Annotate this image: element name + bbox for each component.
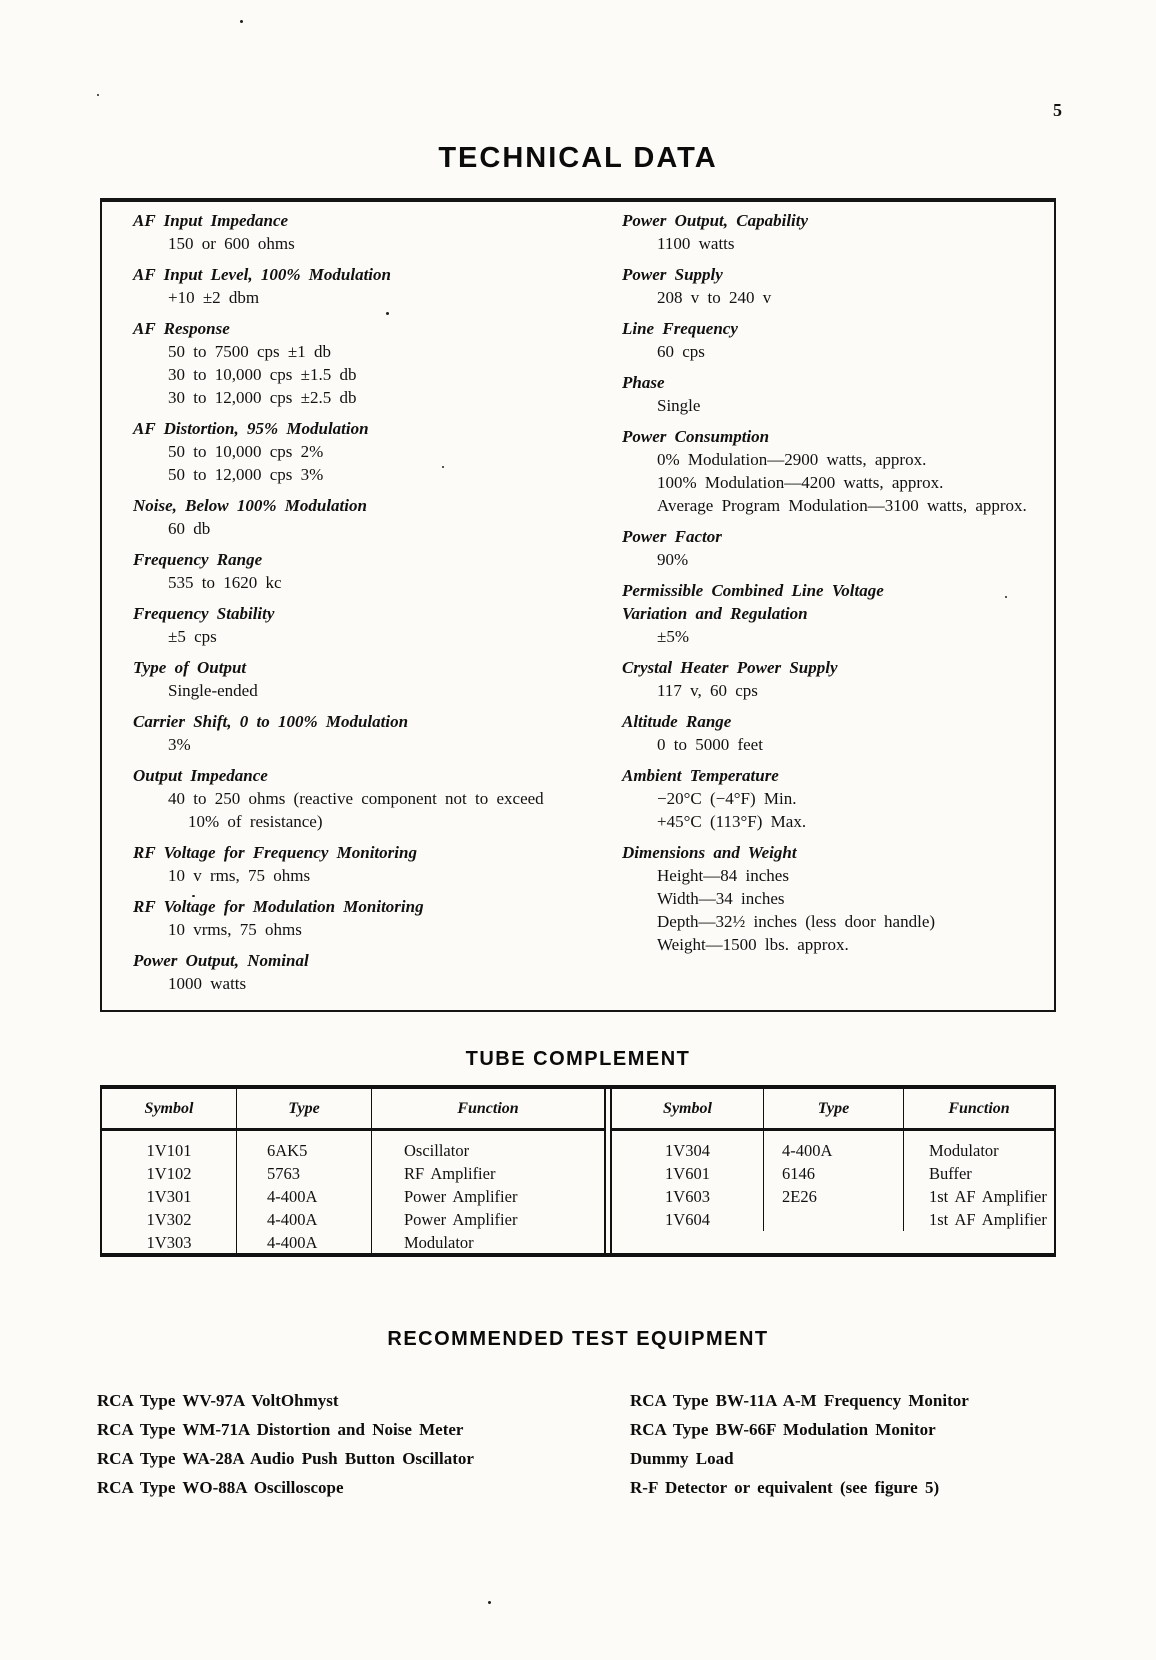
equipment-item: RCA Type WV-97A VoltOhmyst [97, 1391, 339, 1410]
equipment-item: R-F Detector or equivalent (see figure 5) [630, 1478, 940, 1497]
spec-item [133, 263, 602, 309]
spec-label: AF Response [133, 319, 230, 338]
table-spacer [237, 1131, 372, 1139]
spec-label: AF Distortion, 95% Modulation [133, 419, 369, 438]
spec-item [622, 841, 1054, 956]
scan-speck [386, 312, 389, 315]
spec-value: 50 to 10,000 cps 2% [168, 442, 324, 461]
spec-item [622, 764, 1054, 833]
spec-value: ±5 cps [168, 627, 217, 646]
spec-item [622, 263, 1054, 309]
spec-column-left [102, 202, 602, 1010]
spec-label: RF Voltage for Frequency Monitoring [133, 843, 417, 862]
spec-value: 10 vrms, 75 ohms [168, 920, 302, 939]
table-cell: 1V601 [612, 1162, 764, 1185]
column-header: Type [764, 1089, 904, 1131]
spec-item [133, 710, 602, 756]
table-cell: 1st AF Amplifier [929, 1187, 1047, 1206]
spec-item [622, 656, 1054, 702]
spec-value: 535 to 1620 kc [168, 573, 282, 592]
spec-label: Line Frequency [622, 319, 738, 338]
spec-item [133, 841, 602, 887]
scan-speck [192, 895, 195, 897]
spec-item [622, 425, 1054, 517]
equipment-item: RCA Type WA-28A Audio Push Button Oscillator [97, 1449, 474, 1468]
scan-speck [97, 94, 99, 96]
spec-item [622, 710, 1054, 756]
spec-label: Frequency Stability [133, 604, 275, 623]
spec-value: 90% [657, 550, 689, 569]
spec-value: 1000 watts [168, 974, 247, 993]
spec-item [133, 656, 602, 702]
equipment-item: RCA Type BW-11A A-M Frequency Monitor [630, 1391, 969, 1410]
tube-complement-table [100, 1085, 1056, 1257]
spec-value: 60 db [168, 519, 211, 538]
table-cell: 1V604 [612, 1208, 764, 1231]
scan-speck [240, 20, 243, 23]
spec-label: Power Output, Nominal [133, 951, 309, 970]
spec-label: Altitude Range [622, 712, 732, 731]
spec-label: Phase [622, 373, 665, 392]
tube-complement-heading: TUBE COMPLEMENT [465, 1048, 691, 1070]
table-cell: 6AK5 [237, 1139, 372, 1162]
spec-value: 0% Modulation—2900 watts, approx. [657, 450, 927, 469]
column-header: Function [372, 1089, 604, 1131]
table-cell: 4-400A [237, 1208, 372, 1231]
table-cell: 1V302 [102, 1208, 237, 1231]
spec-value: Depth—32½ inches (less door handle) [657, 912, 936, 931]
spec-value: ±5% [657, 627, 689, 646]
table-spacer [102, 1131, 237, 1139]
spec-item [133, 949, 602, 995]
spec-label: Noise, Below 100% Modulation [133, 496, 367, 515]
spec-label: Crystal Heater Power Supply [622, 658, 838, 677]
spec-value: 100% Modulation—4200 watts, approx. [657, 473, 944, 492]
table-spacer [372, 1131, 604, 1139]
table-cell: 5763 [237, 1162, 372, 1185]
table-cell: Modulator [404, 1233, 474, 1252]
spec-label: AF Input Impedance [133, 211, 289, 230]
table-cell: 1V301 [102, 1185, 237, 1208]
spec-value: Average Program Modulation—3100 watts, approx. [657, 496, 1027, 515]
spec-label: RF Voltage for Modulation Monitoring [133, 897, 424, 916]
spec-item [133, 317, 602, 409]
spec-label: Power Supply [622, 265, 723, 284]
equipment-item: RCA Type WO-88A Oscilloscope [97, 1478, 344, 1497]
scan-speck [442, 466, 444, 468]
spec-item [133, 602, 602, 648]
equipment-column-left [97, 1386, 630, 1502]
equipment-item: RCA Type BW-66F Modulation Monitor [630, 1420, 936, 1439]
spec-value: 30 to 12,000 cps ±2.5 db [168, 388, 357, 407]
scan-speck [488, 1601, 491, 1604]
page-number: 5 [1053, 100, 1062, 120]
spec-label: Carrier Shift, 0 to 100% Modulation [133, 712, 409, 731]
spec-item [133, 494, 602, 540]
table-cell: 1st AF Amplifier [929, 1210, 1047, 1229]
column-header: Type [237, 1089, 372, 1131]
spec-value: 0 to 5000 feet [657, 735, 763, 754]
spec-label: Output Impedance [133, 766, 268, 785]
spec-value: −20°C (−4°F) Min. [657, 789, 797, 808]
table-spacer [764, 1131, 904, 1139]
page-title: TECHNICAL DATA [438, 142, 718, 174]
spec-label: Ambient Temperature [622, 766, 779, 785]
spec-item [133, 417, 602, 486]
equipment-item: Dummy Load [630, 1449, 734, 1468]
spec-item [622, 371, 1054, 417]
spec-value: +45°C (113°F) Max. [657, 812, 807, 831]
spec-item [622, 317, 1054, 363]
spec-item [133, 209, 602, 255]
spec-item [133, 764, 602, 833]
spec-value: +10 ±2 dbm [168, 288, 260, 307]
column-header: Function [904, 1089, 1054, 1131]
spec-label: Power Output, Capability [622, 211, 809, 230]
spec-label: Type of Output [133, 658, 247, 677]
spec-value: Height—84 inches [657, 866, 789, 885]
table-cell: 4-400A [237, 1231, 372, 1254]
table-cell: Buffer [929, 1164, 972, 1183]
table-cell: Power Amplifier [404, 1210, 518, 1229]
spec-label: Frequency Range [133, 550, 263, 569]
spec-label: Power Factor [622, 527, 722, 546]
spec-value: 150 or 600 ohms [168, 234, 295, 253]
equipment-item: RCA Type WM-71A Distortion and Noise Meter [97, 1420, 464, 1439]
table-cell: 1V102 [102, 1162, 237, 1185]
test-equipment-list [97, 1386, 1063, 1502]
spec-value: 10 v rms, 75 ohms [168, 866, 311, 885]
spec-value: 208 v to 240 v [657, 288, 772, 307]
table-cell: Oscillator [404, 1141, 470, 1160]
spec-value: Single-ended [168, 681, 258, 700]
spec-value: Width—34 inches [657, 889, 785, 908]
table-cell: Modulator [929, 1141, 999, 1160]
equipment-column-right [630, 1386, 1063, 1502]
column-header: Symbol [102, 1089, 237, 1131]
spec-label: Power Consumption [622, 427, 770, 446]
spec-item [133, 895, 602, 941]
spec-value: Weight—1500 lbs. approx. [657, 935, 849, 954]
spec-value: 3% [168, 735, 191, 754]
spec-label: Permissible Combined Line Voltage Variation and Regulation [622, 581, 884, 623]
tube-table-right-half [610, 1089, 1056, 1253]
table-cell [764, 1208, 904, 1231]
spec-item [622, 525, 1054, 571]
spec-value: 1100 watts [657, 234, 735, 253]
spec-value: 60 cps [657, 342, 705, 361]
spec-value: 30 to 10,000 cps ±1.5 db [168, 365, 357, 384]
technical-data-box [100, 198, 1056, 1012]
table-cell: 4-400A [764, 1139, 904, 1162]
spec-column-right [602, 202, 1054, 1010]
spec-item [133, 548, 602, 594]
spec-item [622, 579, 1054, 648]
spec-value: 50 to 7500 cps ±1 db [168, 342, 331, 361]
table-spacer [904, 1131, 1054, 1139]
table-cell: RF Amplifier [404, 1164, 496, 1183]
spec-value: 10% of resistance) [188, 812, 323, 831]
test-equipment-heading: RECOMMENDED TEST EQUIPMENT [387, 1328, 769, 1350]
scan-speck [1005, 596, 1007, 598]
tube-table-left-half [100, 1089, 606, 1253]
column-header: Symbol [612, 1089, 764, 1131]
table-cell: 1V101 [102, 1139, 237, 1162]
table-cell: 1V603 [612, 1185, 764, 1208]
table-spacer [612, 1131, 764, 1139]
table-cell: 1V303 [102, 1231, 237, 1254]
spec-value: Single [657, 396, 701, 415]
table-cell: 6146 [764, 1162, 904, 1185]
table-cell: Power Amplifier [404, 1187, 518, 1206]
table-cell: 1V304 [612, 1139, 764, 1162]
spec-value: 117 v, 60 cps [657, 681, 758, 700]
table-cell: 2E26 [764, 1185, 904, 1208]
spec-item [622, 209, 1054, 255]
spec-label: Dimensions and Weight [622, 843, 797, 862]
spec-value: 50 to 12,000 cps 3% [168, 465, 324, 484]
table-cell: 4-400A [237, 1185, 372, 1208]
spec-label: AF Input Level, 100% Modulation [133, 265, 391, 284]
spec-value: 40 to 250 ohms (reactive component not to exceed [168, 789, 544, 808]
